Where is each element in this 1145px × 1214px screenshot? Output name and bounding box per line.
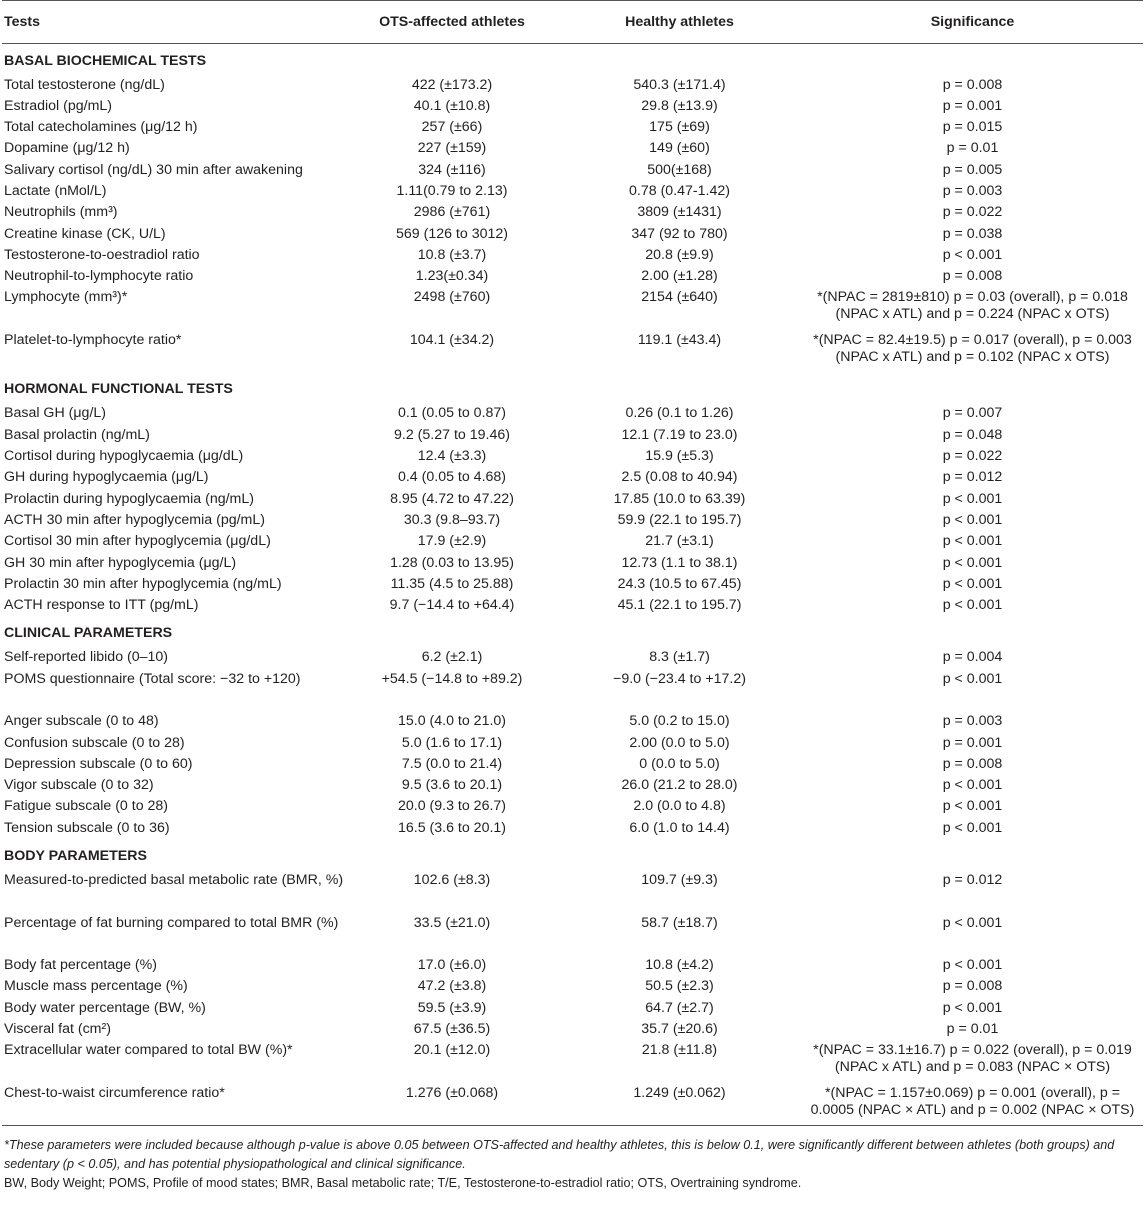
cell-ots: 0.4 (0.05 to 4.68) — [397, 469, 507, 486]
cell-test: Cortisol during hypoglycaemia (μg/dL) — [4, 448, 244, 465]
table-row — [2, 96, 1143, 117]
cell-test: Muscle mass percentage (%) — [4, 978, 188, 995]
table-row — [2, 775, 1143, 796]
table-row — [2, 403, 1143, 424]
section-header-row — [2, 372, 1143, 403]
cell-significance: p = 0.008 — [942, 268, 1003, 285]
cell-significance: p = 0.008 — [942, 755, 1003, 772]
cell-healthy: 5.0 (0.2 to 15.0) — [629, 713, 730, 730]
cell-significance: *(NPAC = 82.4±19.5) p = 0.017 (overall), p = 0.003 (NPAC x ATL) and p = 0.102 (NPAC x OTS) — [813, 331, 1132, 365]
cell-healthy: 1.249 (±0.062) — [557, 1083, 802, 1126]
table-row — [2, 818, 1143, 839]
cell-significance: p = 0.012 — [942, 469, 1003, 486]
cell-ots: 227 (±159) — [417, 140, 487, 157]
cell-healthy: 64.7 (±2.7) — [645, 999, 714, 1016]
cell-test: Fatigue subscale (0 to 28) — [4, 798, 169, 815]
table-row — [2, 1019, 1143, 1040]
cell-healthy: −9.0 (−23.4 to +17.2) — [613, 670, 746, 687]
cell-significance: p = 0.015 — [942, 119, 1003, 136]
cell-healthy: 6.0 (1.0 to 14.4) — [629, 819, 730, 836]
cell-test: Depression subscale (0 to 60) — [4, 755, 193, 772]
cell-healthy: 2.5 (0.08 to 40.94) — [621, 469, 738, 486]
cell-significance: *(NPAC = 1.157±0.069) p = 0.001 (overall), p = 0.0005 (NPAC × ATL) and p = 0.002 (NPAC × OTS) — [802, 1083, 1143, 1126]
cell-significance: p = 0.003 — [942, 713, 1003, 730]
cell-test: Lymphocyte (mm³)* — [4, 289, 128, 306]
table-row — [2, 574, 1143, 595]
cell-ots: 5.0 (1.6 to 17.1) — [401, 734, 503, 751]
cell-ots: 16.5 (3.6 to 20.1) — [397, 819, 507, 836]
cell-healthy: 45.1 (22.1 to 195.7) — [617, 597, 742, 614]
cell-healthy: 12.73 (1.1 to 38.1) — [621, 554, 738, 571]
cell-test: POMS questionnaire (Total score: −32 to +120) — [4, 670, 301, 687]
cell-significance: *(NPAC = 2819±810) p = 0.03 (overall), p = 0.018 (NPAC x ATL) and p = 0.224 (NPAC x OTS) — [817, 289, 1128, 323]
cell-healthy: 50.5 (±2.3) — [645, 978, 714, 995]
table-row — [2, 553, 1143, 574]
table-row — [2, 160, 1143, 181]
cell-test: Platelet-to-lymphocyte ratio* — [4, 331, 182, 348]
table-footnotes — [2, 1126, 1143, 1193]
cell-test: Chest-to-waist circumference ratio* — [2, 1083, 347, 1126]
cell-significance: p = 0.01 — [946, 1020, 999, 1037]
cell-ots: 17.0 (±6.0) — [417, 957, 487, 974]
cell-significance: p < 0.001 — [942, 533, 1003, 550]
cell-ots: 33.5 (±21.0) — [413, 914, 491, 931]
cell-healthy: 20.8 (±9.9) — [645, 246, 714, 263]
cell-ots: 102.6 (±8.3) — [413, 872, 491, 889]
cell-significance: p < 0.001 — [942, 798, 1003, 815]
cell-ots: 11.35 (4.5 to 25.88) — [390, 575, 514, 592]
cell-significance: p = 0.004 — [942, 649, 1003, 666]
cell-test: Prolactin 30 min after hypoglycemia (ng/mL) — [4, 575, 282, 592]
cell-test: Extracellular water compared to total BW (%)* — [4, 1042, 293, 1059]
table-row — [2, 181, 1143, 202]
cell-healthy: 29.8 (±13.9) — [641, 97, 718, 114]
cell-healthy: 8.3 (±1.7) — [649, 649, 710, 666]
table-row — [2, 245, 1143, 266]
cell-healthy: 0.78 (0.47-1.42) — [629, 182, 730, 199]
cell-healthy: 0.26 (0.1 to 1.26) — [625, 405, 734, 422]
cell-significance: p = 0.012 — [942, 872, 1003, 889]
cell-ots: 8.95 (4.72 to 47.22) — [390, 490, 514, 507]
cell-significance: *(NPAC = 33.1±16.7) p = 0.022 (overall), p = 0.019 (NPAC x ATL) and p = 0.083 (NPAC × OTS) — [813, 1042, 1132, 1076]
table-row — [2, 796, 1143, 817]
table-row — [2, 955, 1143, 976]
cell-significance: p < 0.001 — [942, 999, 1003, 1016]
table-row — [2, 138, 1143, 159]
table-row — [2, 754, 1143, 775]
cell-significance: p = 0.048 — [942, 426, 1003, 443]
cell-test: Vigor subscale (0 to 32) — [4, 777, 154, 794]
results-table — [2, 0, 1143, 1126]
cell-test: Estradiol (pg/mL) — [4, 97, 113, 114]
cell-ots: 20.1 (±12.0) — [413, 1042, 491, 1059]
cell-test: Creatine kinase (CK, U/L) — [4, 225, 166, 242]
cell-healthy: 500(±168) — [647, 161, 712, 178]
table-row — [2, 287, 1143, 330]
cell-healthy: 12.1 (7.19 to 23.0) — [621, 426, 738, 443]
section-title: BASAL BIOCHEMICAL TESTS — [4, 52, 207, 69]
section-header-row — [2, 839, 1143, 870]
cell-test: Neutrophil-to-lymphocyte ratio — [4, 268, 194, 285]
cell-ots: +54.5 (−14.8 to +89.2) — [381, 670, 523, 687]
cell-test: Body water percentage (BW, %) — [4, 999, 206, 1016]
cell-healthy: 26.0 (21.2 to 28.0) — [621, 777, 738, 794]
table-body — [2, 44, 1143, 1126]
footnote-abbreviations: BW, Body Weight; POMS, Profile of mood states; BMR, Basal metabolic rate; T/E, Testosterone-to-estradiol ratio; OTS, Overtraining syndrome. — [4, 1175, 802, 1190]
cell-ots: 40.1 (±10.8) — [413, 97, 491, 114]
cell-healthy: 58.7 (±18.7) — [641, 914, 718, 931]
cell-healthy: 3809 (±1431) — [637, 204, 722, 221]
table-row — [2, 1083, 1143, 1126]
cell-ots: 1.28 (0.03 to 13.95) — [390, 554, 514, 571]
cell-significance: p < 0.001 — [942, 575, 1003, 592]
cell-significance: p = 0.038 — [942, 225, 1003, 242]
table-row — [2, 489, 1143, 510]
cell-ots: 0.1 (0.05 to 0.87) — [397, 405, 507, 422]
cell-healthy: 347 (92 to 780) — [631, 225, 728, 242]
table-row — [2, 870, 1143, 913]
table-row — [2, 647, 1143, 668]
cell-healthy: 540.3 (±171.4) — [633, 76, 726, 93]
cell-significance: p < 0.001 — [942, 490, 1003, 507]
cell-ots: 47.2 (±3.8) — [417, 978, 487, 995]
cell-significance: p < 0.001 — [942, 511, 1003, 528]
cell-ots: 9.7 (−14.4 to +64.4) — [389, 597, 515, 614]
header-healthy: Healthy athletes — [557, 1, 802, 44]
cell-significance: p < 0.001 — [942, 597, 1003, 614]
cell-ots: 2986 (±761) — [413, 204, 491, 221]
table-row — [2, 467, 1143, 488]
cell-ots: 6.2 (±2.1) — [421, 649, 483, 666]
cell-ots: 257 (±66) — [421, 119, 483, 136]
header-significance: Significance — [802, 1, 1143, 44]
cell-test: Anger subscale (0 to 48) — [4, 713, 159, 730]
cell-ots: 30.3 (9.8–93.7) — [403, 511, 501, 528]
table-row — [2, 531, 1143, 552]
cell-significance: p = 0.008 — [942, 76, 1003, 93]
cell-ots: 9.2 (5.27 to 19.46) — [394, 426, 510, 443]
cell-test: Testosterone-to-oestradiol ratio — [4, 246, 200, 263]
cell-test: Basal GH (μg/L) — [4, 405, 107, 422]
table-row — [2, 510, 1143, 531]
cell-healthy: 15.9 (±5.3) — [645, 448, 714, 465]
cell-test: Basal prolactin (ng/mL) — [4, 426, 150, 443]
cell-significance: p < 0.001 — [942, 777, 1003, 794]
cell-healthy: 21.8 (±11.8) — [641, 1042, 718, 1059]
section-title: CLINICAL PARAMETERS — [4, 625, 173, 642]
cell-ots: 2498 (±760) — [413, 289, 491, 306]
cell-healthy: 24.3 (10.5 to 67.45) — [617, 575, 742, 592]
cell-ots: 7.5 (0.0 to 21.4) — [401, 755, 503, 772]
cell-test: ACTH 30 min after hypoglycemia (pg/mL) — [4, 511, 265, 528]
cell-test: GH 30 min after hypoglycemia (μg/L) — [4, 554, 237, 571]
table-row — [2, 266, 1143, 287]
cell-test: GH during hypoglycaemia (μg/L) — [4, 469, 209, 486]
section-title: BODY PARAMETERS — [4, 848, 147, 865]
cell-significance: p = 0.01 — [946, 140, 999, 157]
cell-ots: 20.0 (9.3 to 26.7) — [397, 798, 507, 815]
table-row — [2, 733, 1143, 754]
cell-significance: p = 0.005 — [942, 161, 1003, 178]
cell-ots: 324 (±116) — [418, 161, 486, 178]
cell-significance: p = 0.022 — [942, 448, 1003, 465]
cell-test: Cortisol 30 min after hypoglycemia (μg/dL) — [4, 533, 271, 550]
cell-significance: p = 0.008 — [942, 978, 1003, 995]
cell-healthy: 2.00 (±1.28) — [641, 268, 718, 285]
cell-test: ACTH response to ITT (pg/mL) — [4, 597, 199, 614]
cell-ots: 67.5 (±36.5) — [413, 1020, 491, 1037]
cell-test: Measured-to-predicted basal metabolic rate (BMR, %) — [4, 872, 344, 889]
cell-significance: p = 0.022 — [942, 204, 1003, 221]
cell-test: Body fat percentage (%) — [4, 957, 157, 974]
cell-significance: p < 0.001 — [942, 554, 1003, 571]
table-row — [2, 117, 1143, 138]
cell-healthy: 17.85 (10.0 to 63.39) — [613, 490, 746, 507]
cell-test: Prolactin during hypoglycaemia (ng/mL) — [4, 490, 254, 507]
cell-ots: 569 (126 to 3012) — [395, 225, 508, 242]
section-header-row — [2, 44, 1143, 75]
cell-test: Percentage of fat burning compared to total BMR (%) — [4, 914, 339, 931]
table-row — [2, 998, 1143, 1019]
table-row — [2, 913, 1143, 956]
cell-healthy: 109.7 (±9.3) — [641, 872, 718, 889]
cell-significance: p < 0.001 — [942, 914, 1003, 931]
cell-test: Dopamine (μg/12 h) — [4, 140, 130, 157]
cell-significance: p = 0.003 — [942, 182, 1003, 199]
cell-healthy: 35.7 (±20.6) — [641, 1020, 718, 1037]
cell-ots: 1.276 (±0.068) — [347, 1083, 557, 1126]
cell-test: Visceral fat (cm²) — [4, 1020, 111, 1037]
cell-test: Total catecholamines (μg/12 h) — [4, 119, 198, 136]
cell-healthy: 2.0 (0.0 to 4.8) — [633, 798, 726, 815]
cell-healthy: 149 (±60) — [649, 140, 710, 157]
cell-healthy: 2154 (±640) — [641, 289, 718, 306]
cell-significance: p < 0.001 — [942, 246, 1003, 263]
cell-significance: p = 0.001 — [942, 97, 1003, 114]
table-row — [2, 446, 1143, 467]
table-row — [2, 711, 1143, 732]
cell-ots: 15.0 (4.0 to 21.0) — [397, 713, 507, 730]
cell-ots: 12.4 (±3.3) — [417, 448, 487, 465]
cell-ots: 10.8 (±3.7) — [417, 246, 487, 263]
cell-test: Neutrophils (mm³) — [4, 204, 118, 221]
cell-healthy: 59.9 (22.1 to 195.7) — [617, 511, 742, 528]
cell-test: Salivary cortisol (ng/dL) 30 min after awakening — [4, 161, 303, 178]
table-row — [2, 224, 1143, 245]
cell-healthy: 175 (±69) — [649, 119, 710, 136]
cell-healthy: 10.8 (±4.2) — [645, 957, 714, 974]
cell-ots: 9.5 (3.6 to 20.1) — [401, 777, 503, 794]
section-title: HORMONAL FUNCTIONAL TESTS — [4, 381, 233, 398]
cell-ots: 104.1 (±34.2) — [409, 331, 495, 348]
table-row — [2, 202, 1143, 223]
cell-test: Confusion subscale (0 to 28) — [4, 734, 185, 751]
table-row — [2, 75, 1143, 96]
table-row — [2, 330, 1143, 373]
header-ots: OTS-affected athletes — [347, 1, 557, 44]
cell-significance: p < 0.001 — [942, 670, 1003, 687]
cell-ots: 17.9 (±2.9) — [417, 533, 487, 550]
cell-test: Lactate (nMol/L) — [4, 182, 107, 199]
section-header-row — [2, 616, 1143, 647]
cell-healthy: 0 (0.0 to 5.0) — [639, 755, 720, 772]
cell-test: Total testosterone (ng/dL) — [4, 76, 165, 93]
cell-healthy: 119.1 (±43.4) — [637, 331, 722, 348]
cell-significance: p = 0.007 — [942, 405, 1003, 422]
table-row — [2, 976, 1143, 997]
cell-ots: 1.11(0.79 to 2.13) — [396, 182, 508, 199]
cell-ots: 422 (±173.2) — [411, 76, 493, 93]
cell-test: Tension subscale (0 to 36) — [4, 819, 170, 836]
table-row — [2, 595, 1143, 616]
cell-healthy: 21.7 (±3.1) — [645, 533, 714, 550]
cell-significance: p < 0.001 — [942, 819, 1003, 836]
cell-test: Self-reported libido (0–10) — [4, 649, 169, 666]
table-row — [2, 425, 1143, 446]
table-row — [2, 669, 1143, 712]
cell-ots: 59.5 (±3.9) — [417, 999, 487, 1016]
header-tests: Tests — [2, 1, 347, 44]
table-header — [2, 1, 1143, 44]
cell-ots: 1.23(±0.34) — [415, 268, 489, 285]
cell-healthy: 2.00 (0.0 to 5.0) — [629, 734, 730, 751]
footnote-asterisk: *These parameters were included because although p-value is above 0.05 between OTS-affected and healthy athletes, this is below 0.1, were significantly different between athletes (both groups) and sedentary (p < 0.05), and has potential physiopathological and clinical significance. — [4, 1137, 1115, 1171]
cell-significance: p = 0.001 — [942, 734, 1003, 751]
table-row — [2, 1040, 1143, 1083]
cell-significance: p < 0.001 — [942, 957, 1003, 974]
